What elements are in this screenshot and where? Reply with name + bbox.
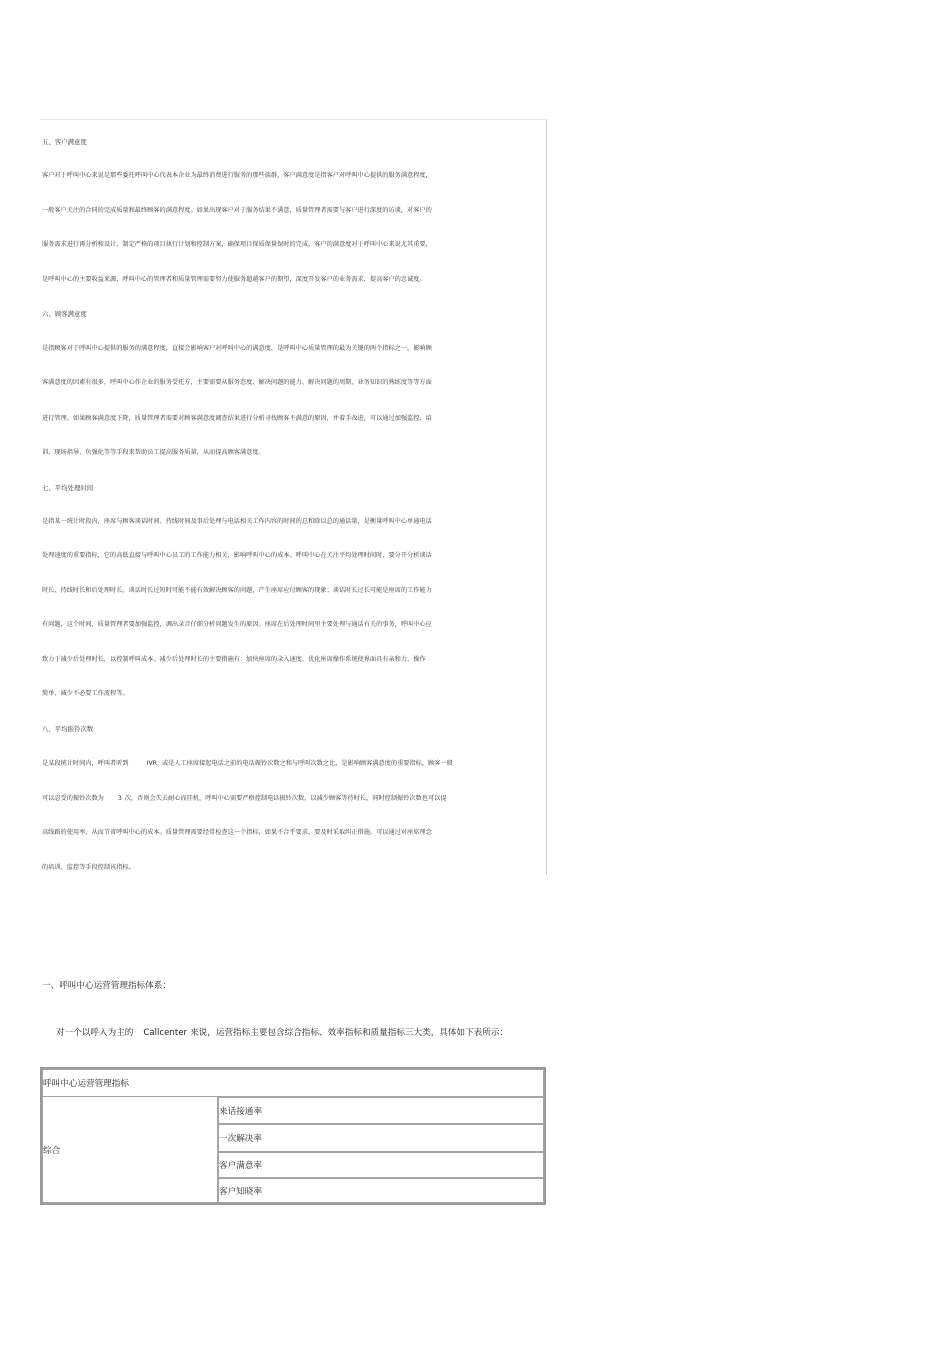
text-run: 次，否则会失去耐心而挂机，呼叫中心需要严格控制电话振铃次数，以减少顾客等待时长，同时控制振铃次数也可以提	[124, 795, 447, 802]
table-header-cell	[42, 1069, 544, 1097]
heading-average-ring-count: 八、平均振铃次数	[42, 725, 94, 733]
paragraph-line: 是指顾客对于呼叫中心提供的服务的满意程度，直接会影响客户对呼叫中心的满意度，是呼叫中心质量管理的最为关键的两个指标之一。影响顾	[42, 345, 432, 352]
heading-average-handle-time: 七、平均处理时间	[42, 484, 94, 492]
table-item-text: 来话接通率	[219, 1106, 262, 1117]
text-run: 或是人工座席接起电话之前的电话振铃次数之和与呼叫次数之比，是影响顾客满意度的重要指标，顾客一般	[161, 760, 453, 767]
text-run: 来说，运营指标主要包含综合指标、效率指标和质量指标三大类，具体如下表所示：	[190, 1028, 509, 1038]
paragraph-line: 一般客户关注的合同的完成质量和最终顾客的满意程度。如果出现客户对于服务结果不满意，质量管理者需要与客户进行深度的访谈，对客户的	[42, 207, 432, 214]
paragraph-line: 处理速度的重要指标，它的高低直接与呼叫中心员工的工作能力相关，影响呼叫中心的成本。呼叫中心在关注平均处理时间时，要分开分析谈话	[42, 552, 432, 559]
table-item-cell	[218, 1152, 544, 1178]
section-intro	[56, 1026, 508, 1038]
indicator-table	[40, 1067, 546, 1205]
table-item-cell	[218, 1097, 544, 1124]
table-category-cell	[42, 1097, 218, 1203]
table-category-text: 综合	[43, 1145, 61, 1156]
paragraph-line: 的培训、监控等手段控制该指标。	[42, 864, 135, 871]
paragraph-line: 简单、减少不必要工作流程等。	[42, 690, 129, 697]
paragraph-line: 客户对于呼叫中心来说是那些委托呼叫中心代表本企业为最终消费进行服务的那些族群，客户满意度是指客户对呼叫中心提供的服务满意程度，	[42, 172, 432, 179]
paragraph-line	[42, 795, 447, 803]
paragraph-line: 进行管理。如果顾客满意度下降，质量管理者需要对顾客满意度调查结果进行分析寻找顾客不满意的原因，并着手改进，可以通过加强监控，培	[42, 415, 432, 422]
text-run: 3	[117, 795, 122, 802]
heading-customer-satisfaction: 五、客户满意度	[42, 138, 87, 146]
section-title: 一、呼叫中心运营管理指标体系：	[42, 981, 171, 991]
paragraph-line: 是指某一统计时段内，座席与顾客谈话时间、持线时间及事后处理与电话相关工作内容的时间的总和除以总的通话量，是衡量呼叫中心单通电话	[42, 518, 432, 525]
paragraph-line	[42, 760, 453, 768]
table-header-text: 呼叫中心运营管理指标	[43, 1079, 129, 1089]
paragraph-line: 高线路的使用率，从而节省呼叫中心的成本。质量管理需要经常检查这一个指标，如果不合乎要求，要及时采取纠正措施。可以通过对座席理念	[42, 829, 432, 836]
text-run: IVR	[146, 760, 157, 767]
paragraph-line: 时长、持线时长和后处理时长。谈话时长过短时可能不能有效解决顾客的问题，产生座席应付顾客的现象；谈话时长过长可能是座席的工作能力	[42, 587, 432, 594]
paragraph-line: 客满意度的因素有很多，呼叫中心作企业的服务受托方，主要需要从服务态度、解决问题的能力、解决问题的周期、业务知识的熟练度等等方面	[42, 379, 432, 386]
table-item-text: 客户知晓率	[219, 1186, 262, 1197]
text-run: Callcenter	[143, 1028, 188, 1038]
table-item-cell	[218, 1178, 544, 1203]
text-run: 是某段统计时间内，呼叫者听到	[42, 760, 129, 767]
table-item-text: 一次解决率	[219, 1134, 262, 1144]
paragraph-line: 有问题，这个时间，质量管理者要加强监控，调出录音仔细分析问题发生的原因。座席在后处理时间里主要处理与通话有关的事务，呼叫中心应	[42, 621, 432, 628]
table-item-text: 客户满意率	[219, 1161, 262, 1171]
paragraph-line: 训、现场指导、负强化等等手段来帮助员工提高服务质量，从而提高顾客满意度。	[42, 449, 265, 456]
text-run: 对一个以呼入为主的	[56, 1028, 134, 1038]
paragraph-line: 致力于减少后处理时长，以控制呼叫成本。减少后处理时长的主要措施有：加快座席的录入速度、优化座席操作系统使界面具有亲和力、操作	[42, 656, 426, 663]
paragraph-line: 是呼叫中心的主要收益来源，呼叫中心的管理者和质量管理需要努力使服务超越客户的期望，深度开发客户的业务需求，提高客户的忠诚度。	[42, 276, 426, 283]
heading-consumer-satisfaction: 六、顾客满意度	[42, 310, 87, 318]
table-item-cell	[218, 1124, 544, 1152]
paragraph-line: 服务需求进行再分析和设计，制定严格的项目执行计划和控制方案，确保项目保质保量保时的完成。客户的满意度对于呼叫中心来说尤其重要，	[42, 241, 432, 248]
text-run: 可以忍受的振铃次数为	[42, 795, 104, 802]
